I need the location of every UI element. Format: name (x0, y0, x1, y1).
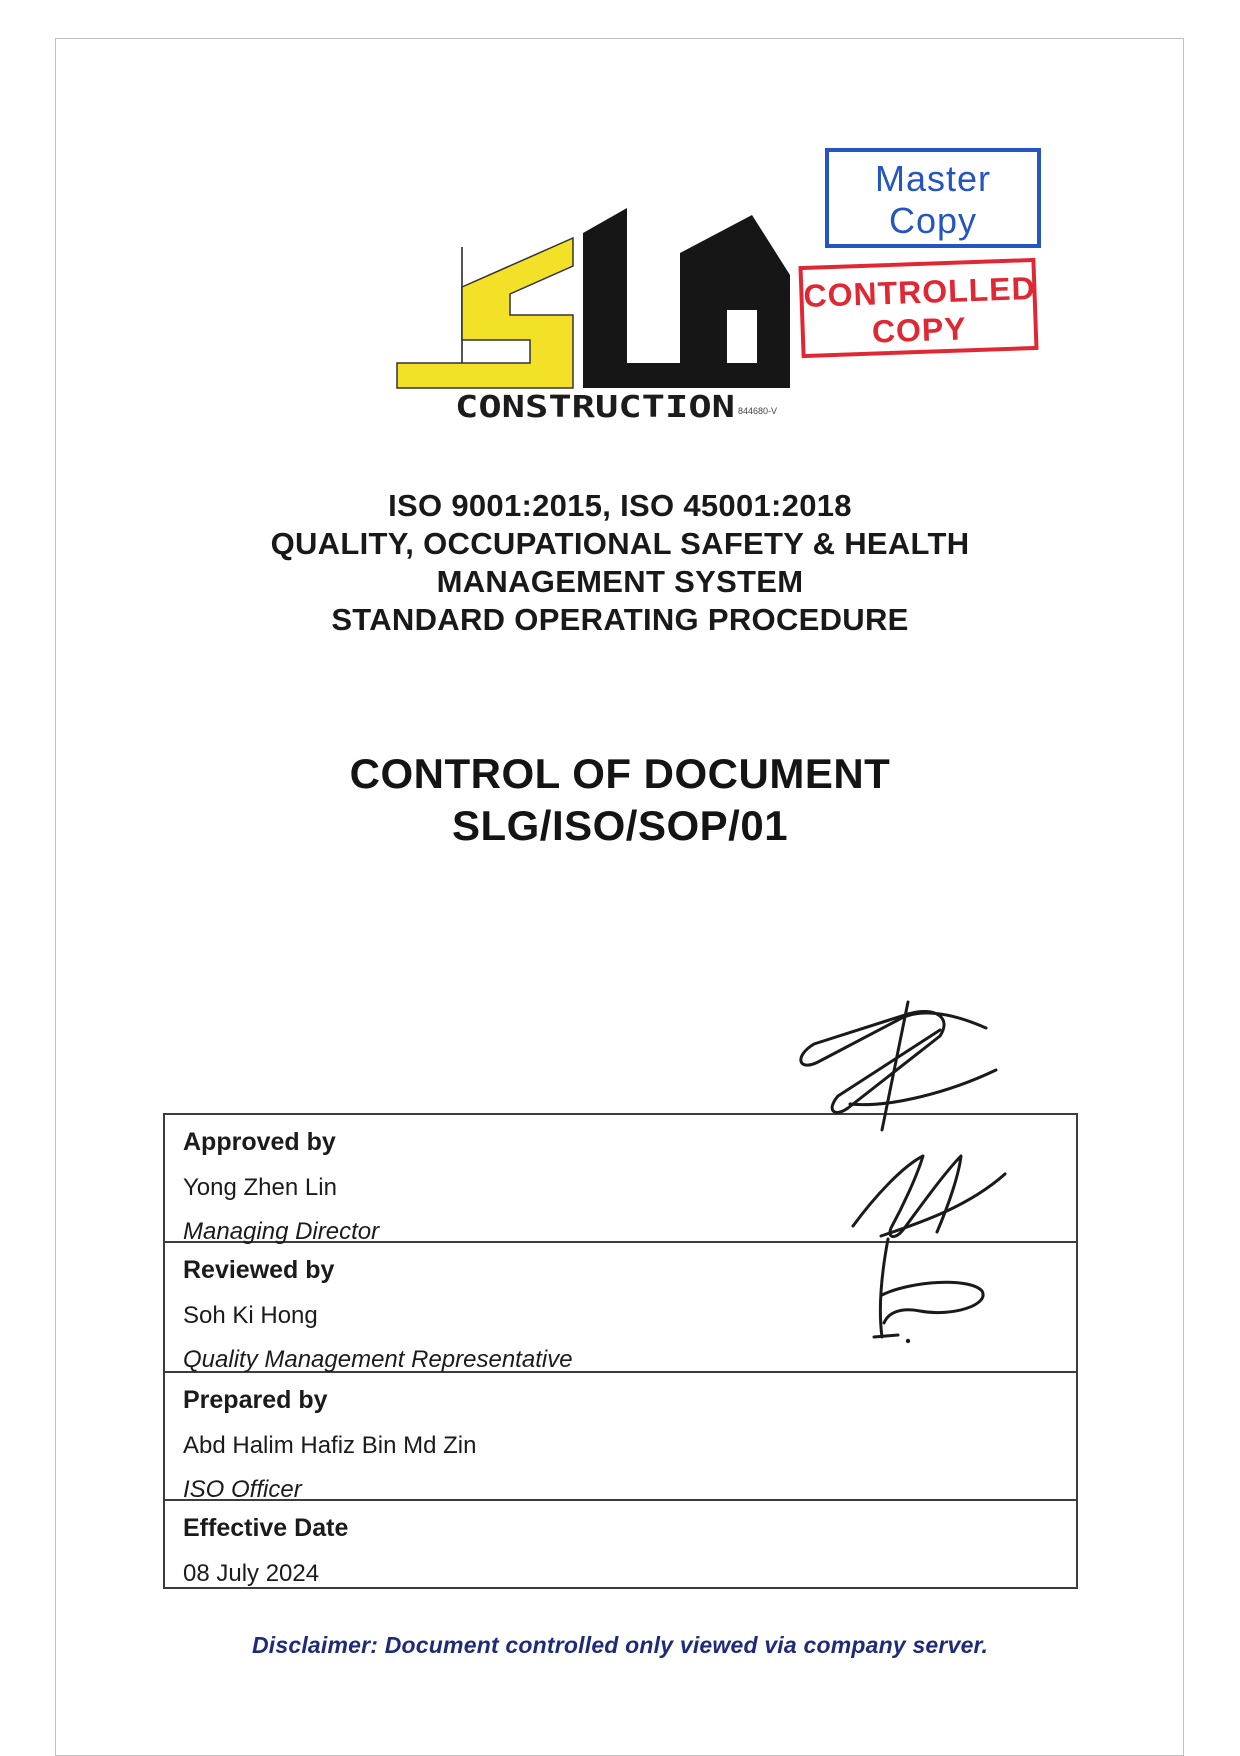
reviewed-by-label: Reviewed by (183, 1256, 335, 1284)
approved-by-role: Managing Director (183, 1218, 380, 1245)
signature-prepared-by (848, 1235, 998, 1357)
approved-by-label: Approved by (183, 1128, 336, 1156)
controlled-copy-stamp (798, 258, 1038, 358)
controlled-copy-line1: CONTROLLED (802, 269, 1037, 314)
controlled-copy-line2: COPY (871, 310, 968, 350)
signature-approved-by (790, 1000, 1005, 1140)
approved-by-name: Yong Zhen Lin (183, 1174, 337, 1201)
master-copy-stamp (825, 148, 1041, 248)
heading-line-4: STANDARD OPERATING PROCEDURE (331, 602, 909, 637)
prepared-by-name: Abd Halim Hafiz Bin Md Zin (183, 1432, 477, 1459)
master-copy-line2: Copy (888, 200, 978, 241)
reviewed-by-name: Soh Ki Hong (183, 1302, 318, 1329)
signature-reviewed-by (845, 1148, 1010, 1248)
logo-letter-g (680, 215, 790, 363)
heading-line-2: QUALITY, OCCUPATIONAL SAFETY & HEALTH (270, 526, 970, 561)
standards-heading (0, 487, 1240, 639)
logo-company-text: CONSTRUCTION (455, 390, 735, 425)
document-title-line1: CONTROL OF DOCUMENT (349, 750, 891, 797)
effective-date-value: 08 July 2024 (183, 1560, 320, 1587)
reviewed-by-role: Quality Management Representative (183, 1346, 573, 1373)
logo-letter-s (397, 238, 573, 388)
disclaimer-text: Disclaimer: Document controlled only viewed via company server. (251, 1632, 989, 1658)
prepared-by-role: ISO Officer (183, 1476, 302, 1503)
heading-line-1: ISO 9001:2015, ISO 45001:2018 (388, 488, 852, 523)
document-title (0, 748, 1240, 852)
effective-date-label: Effective Date (183, 1514, 349, 1542)
slg-construction-logo (350, 185, 790, 430)
table-row-effective-date (165, 1501, 1076, 1587)
prepared-by-label: Prepared by (183, 1386, 328, 1414)
heading-line-3: MANAGEMENT SYSTEM (436, 564, 804, 599)
table-row-prepared (165, 1373, 1076, 1501)
master-copy-line1: Master (874, 158, 992, 199)
logo-registration-number: 844680-V (738, 406, 778, 416)
document-code: SLG/ISO/SOP/01 (451, 802, 789, 849)
